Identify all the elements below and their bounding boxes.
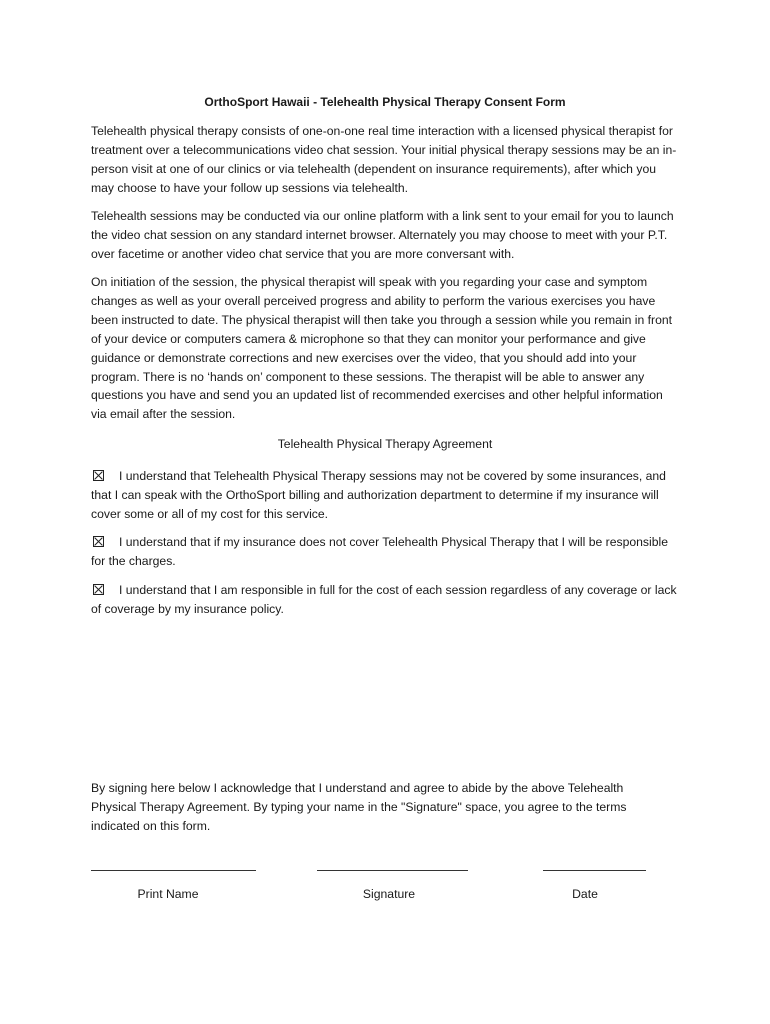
agreement-item-insurance[interactable] xyxy=(91,467,681,524)
print-name-field[interactable] xyxy=(91,858,256,871)
intro-paragraph: Telehealth physical therapy consists of one-on-one real time interaction with a licensed physical therapist for treatment over a telecommunications video chat session. Your initial physical therapy sessions may be an in-person visit at one of our clinics or via telehealth (dependent on insurance requirements), after which you may choose to have your follow up sessions via telehealth. xyxy=(91,124,677,195)
agreement-item-responsibility[interactable] xyxy=(91,581,681,619)
agreement-text: I understand that I am responsible in full for the cost of each session regardless of any coverage or lack of coverage by my insurance policy. xyxy=(91,583,677,616)
agreement-heading: Telehealth Physical Therapy Agreement xyxy=(277,437,493,451)
checked-checkbox-icon[interactable] xyxy=(93,584,104,595)
print-name-label: Print Name xyxy=(137,887,199,901)
sessions-paragraph: Telehealth sessions may be conducted via our online platform with a link sent to your email for you to launch the video chat session on any standard internet browser. Alternately you may choose to meet with your P.T. over facetime or another video chat service that you are more conversant with. xyxy=(91,209,674,261)
signature-field[interactable] xyxy=(317,858,468,871)
agreement-item-charges[interactable] xyxy=(91,533,681,571)
agreement-text: I understand that Telehealth Physical Therapy sessions may not be covered by some insurances, and that I can speak with the OrthoSport billing and authorization department to determine if my insurance will cover some or all of my cost for this service. xyxy=(91,469,666,521)
acknowledgement-paragraph: By signing here below I acknowledge that I understand and agree to abide by the above Telehealth Physical Therapy Agreement. By typing your name in the "Signature" space, you agree to the terms indicated on this form. xyxy=(91,781,627,833)
checked-checkbox-icon[interactable] xyxy=(93,536,104,547)
date-field[interactable] xyxy=(543,858,646,871)
form-title: OrthoSport Hawaii - Telehealth Physical Therapy Consent Form xyxy=(204,95,566,109)
session-details-paragraph: On initiation of the session, the physical therapist will speak with you regarding your case and symptom changes as well as your overall perceived progress and ability to perform the various exercises you have been instructed to date. The physical therapist will then take you through a session while you remain in front of your device or computers camera & microphone so that they can monitor your performance and give guidance or demonstrate corrections and new exercises over the video, that you should add into your program. There is no ‘hands on’ component to these sessions. The therapist will be able to answer any questions you have and send you an updated list of recommended exercises and other helpful information via email after the session. xyxy=(91,275,673,422)
agreement-text: I understand that if my insurance does not cover Telehealth Physical Therapy that I will be responsible for the charges. xyxy=(91,535,668,568)
signature-label: Signature xyxy=(362,887,416,901)
checked-checkbox-icon[interactable] xyxy=(93,470,104,481)
date-label: Date xyxy=(572,887,598,901)
